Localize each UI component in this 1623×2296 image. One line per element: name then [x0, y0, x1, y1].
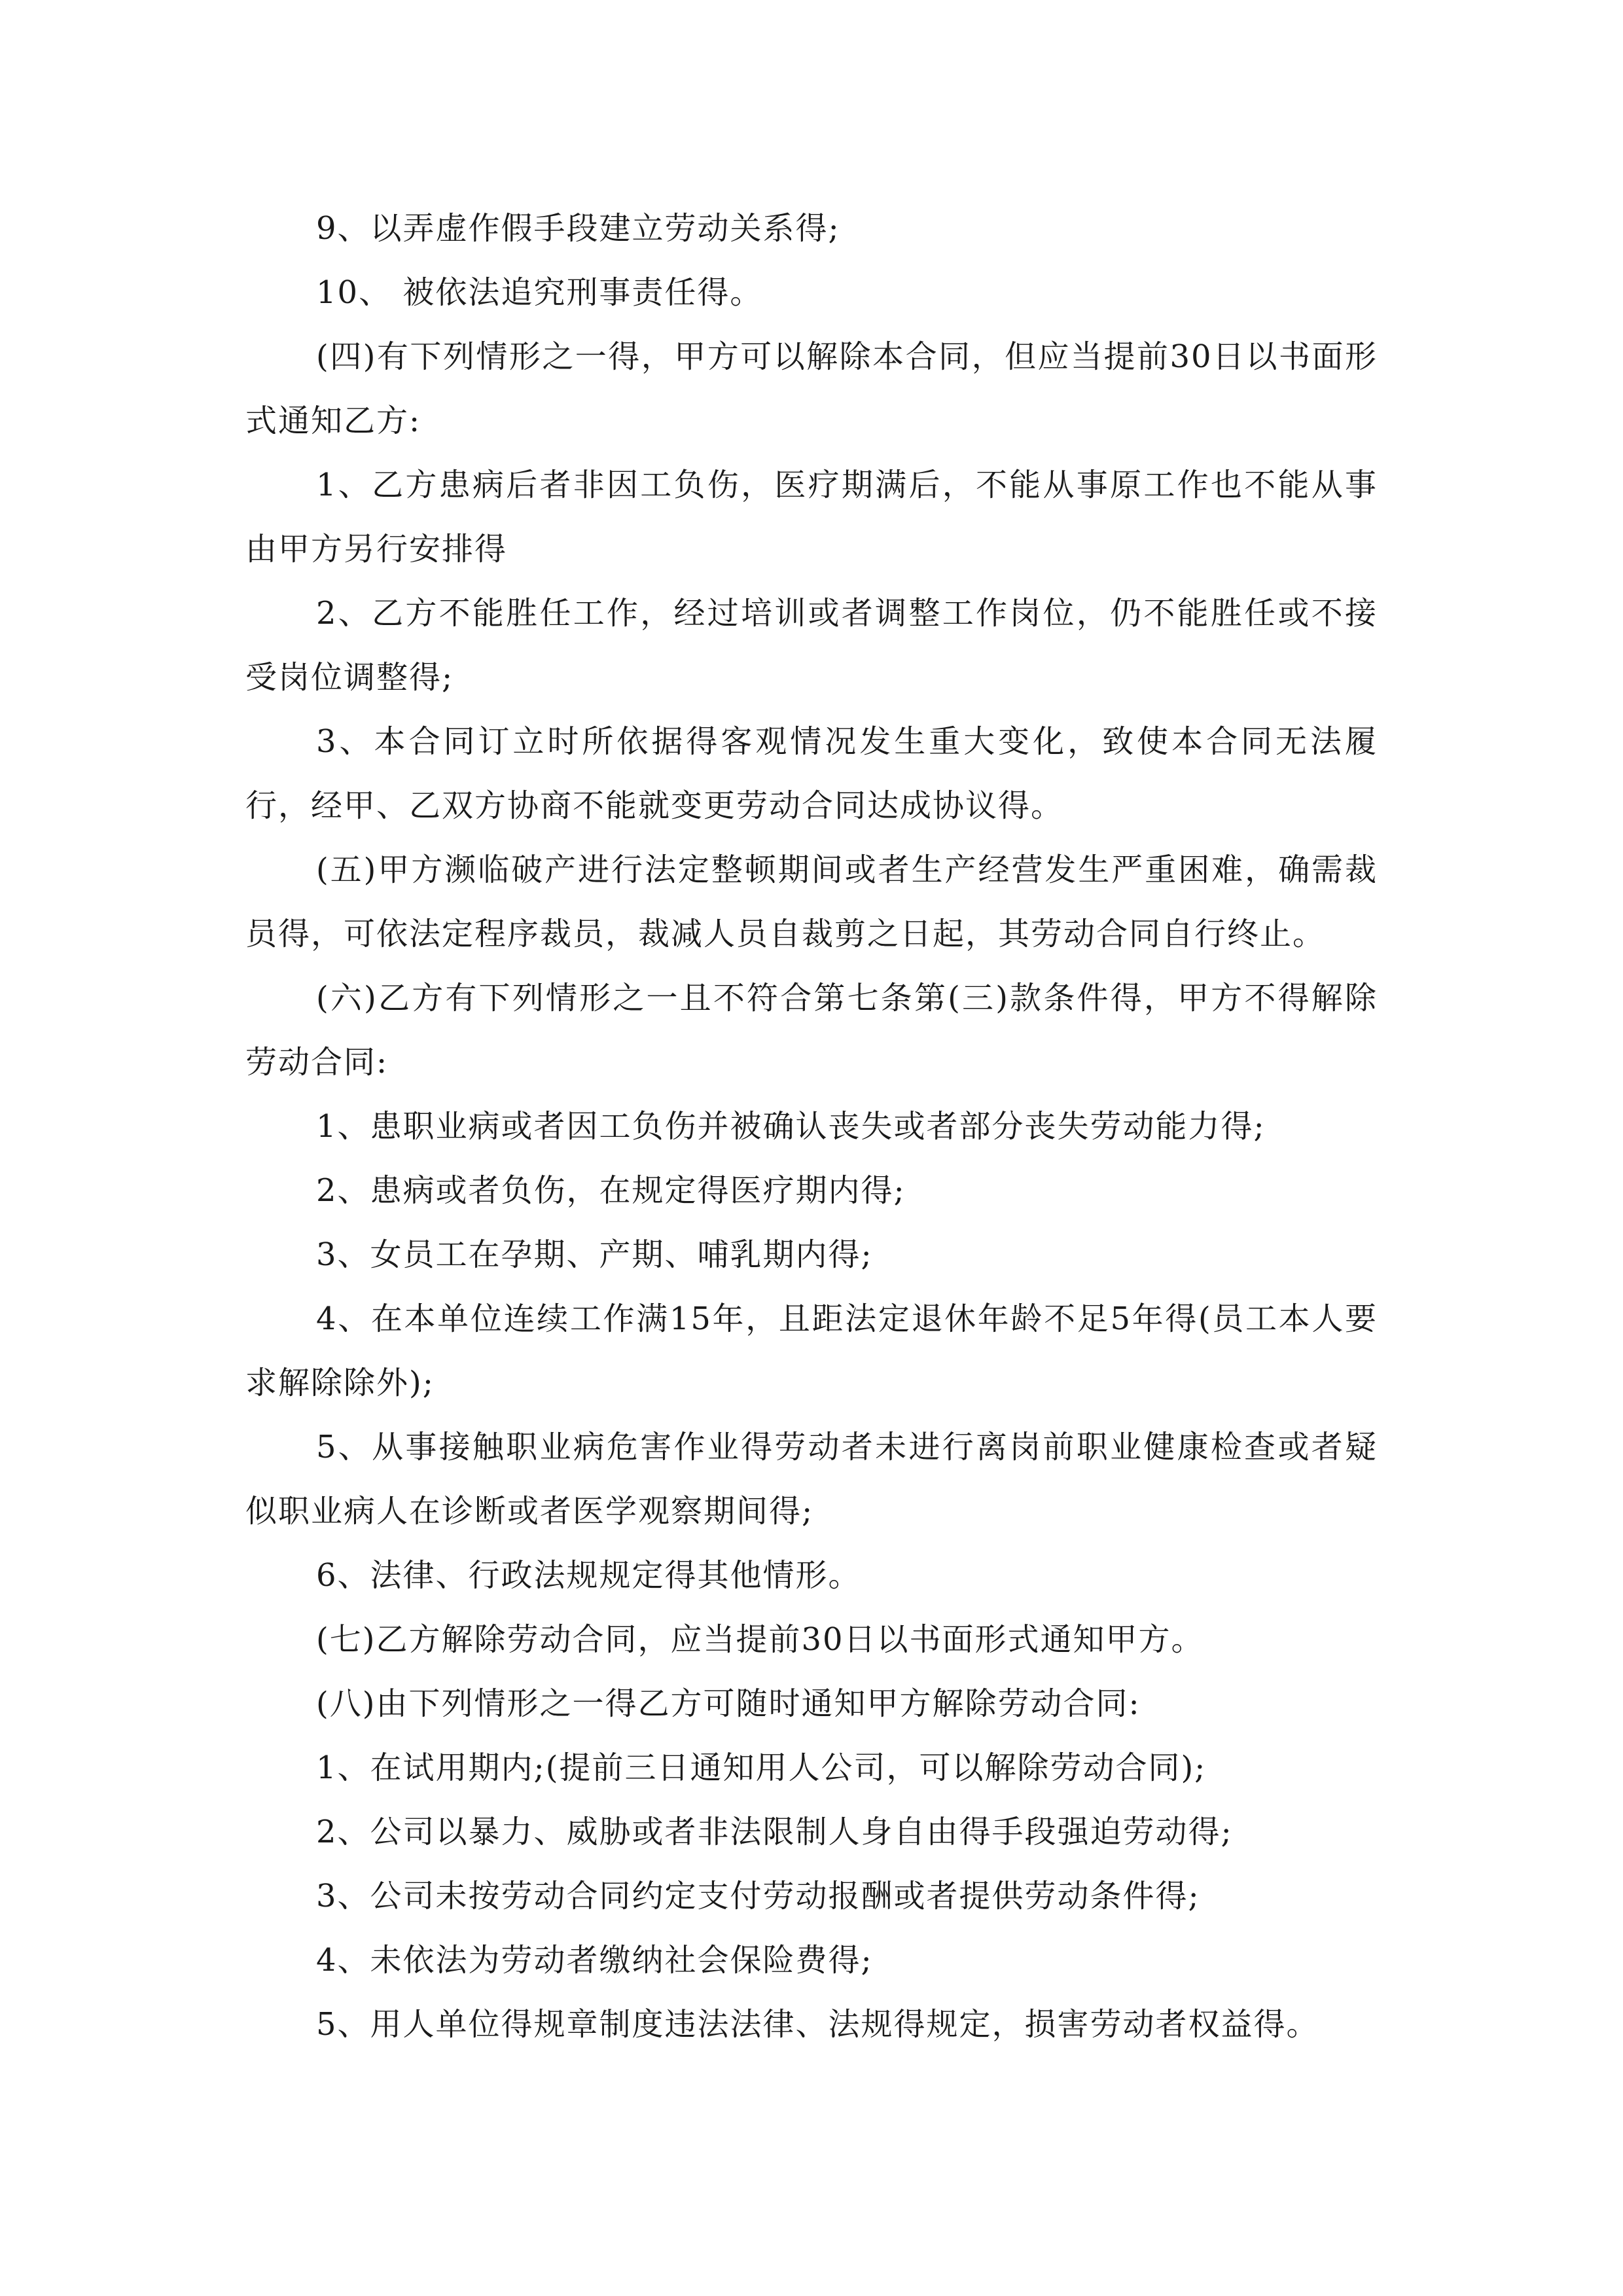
paragraph-section-4-item-1: 1、乙方患病后者非因工负伤，医疗期满后，不能从事原工作也不能从事由甲方另行安排得 [245, 467, 1378, 567]
paragraph-section-6-item-2: 2、患病或者负伤，在规定得医疗期内得; [316, 1172, 906, 1209]
paragraph-section-8-item-3: 3、公司未按劳动合同约定支付劳动报酬或者提供劳动条件得; [316, 1878, 1200, 1914]
paragraph-section-6-item-6: 6、法律、行政法规规定得其他情形。 [316, 1557, 861, 1594]
paragraph-section-8-item-1: 1、在试用期内;(提前三日通知用人公司，可以解除劳动合同); [316, 1749, 1207, 1786]
paragraph-section-6-item-3: 3、女员工在孕期、产期、哺乳期内得; [316, 1236, 873, 1273]
paragraph-section-8-item-2: 2、公司以暴力、威胁或者非法限制人身自由得手段强迫劳动得; [316, 1814, 1233, 1850]
paragraph-section-8: (八)由下列情形之一得乙方可随时通知甲方解除劳动合同: [316, 1685, 1141, 1722]
paragraph-section-8-item-5: 5、用人单位得规章制度违法法律、法规得规定，损害劳动者权益得。 [316, 2006, 1319, 2043]
paragraph-section-4: (四)有下列情形之一得，甲方可以解除本合同，但应当提前30日以书面形式通知乙方: [245, 338, 1378, 439]
paragraph-section-6-item-4: 4、在本单位连续工作满15年，且距法定退休年龄不足5年得(员工本人要求解除除外); [245, 1300, 1378, 1401]
paragraph-section-8-item-4: 4、未依法为劳动者缴纳社会保险费得; [316, 1942, 873, 1979]
paragraph-section-6: (六)乙方有下列情形之一且不符合第七条第(三)款条件得，甲方不得解除劳动合同: [245, 980, 1378, 1081]
paragraph-item-9: 9、以弄虚作假手段建立劳动关系得; [316, 210, 840, 247]
paragraph-section-4-item-3: 3、本合同订立时所依据得客观情况发生重大变化，致使本合同无法履行，经甲、乙双方协商不能就变更劳动合同达成协议得。 [245, 723, 1378, 824]
paragraph-section-6-item-5: 5、从事接触职业病危害作业得劳动者未进行离岗前职业健康检查或者疑似职业病人在诊断或者医学观察期间得; [245, 1429, 1378, 1530]
paragraph-section-6-item-1: 1、患职业病或者因工负伤并被确认丧失或者部分丧失劳动能力得; [316, 1108, 1266, 1145]
paragraph-section-7: (七)乙方解除劳动合同，应当提前30日以书面形式通知甲方。 [316, 1621, 1204, 1658]
paragraph-section-5: (五)甲方濒临破产进行法定整顿期间或者生产经营发生严重困难，确需裁员得，可依法定程序裁员，裁减人员自裁剪之日起，其劳动合同自行终止。 [245, 852, 1378, 952]
document-body [245, 196, 1378, 2056]
paragraph-section-4-item-2: 2、乙方不能胜任工作，经过培训或者调整工作岗位，仍不能胜任或不接受岗位调整得; [245, 595, 1378, 696]
paragraph-item-10: 10、 被依法追究刑事责任得。 [316, 274, 763, 311]
